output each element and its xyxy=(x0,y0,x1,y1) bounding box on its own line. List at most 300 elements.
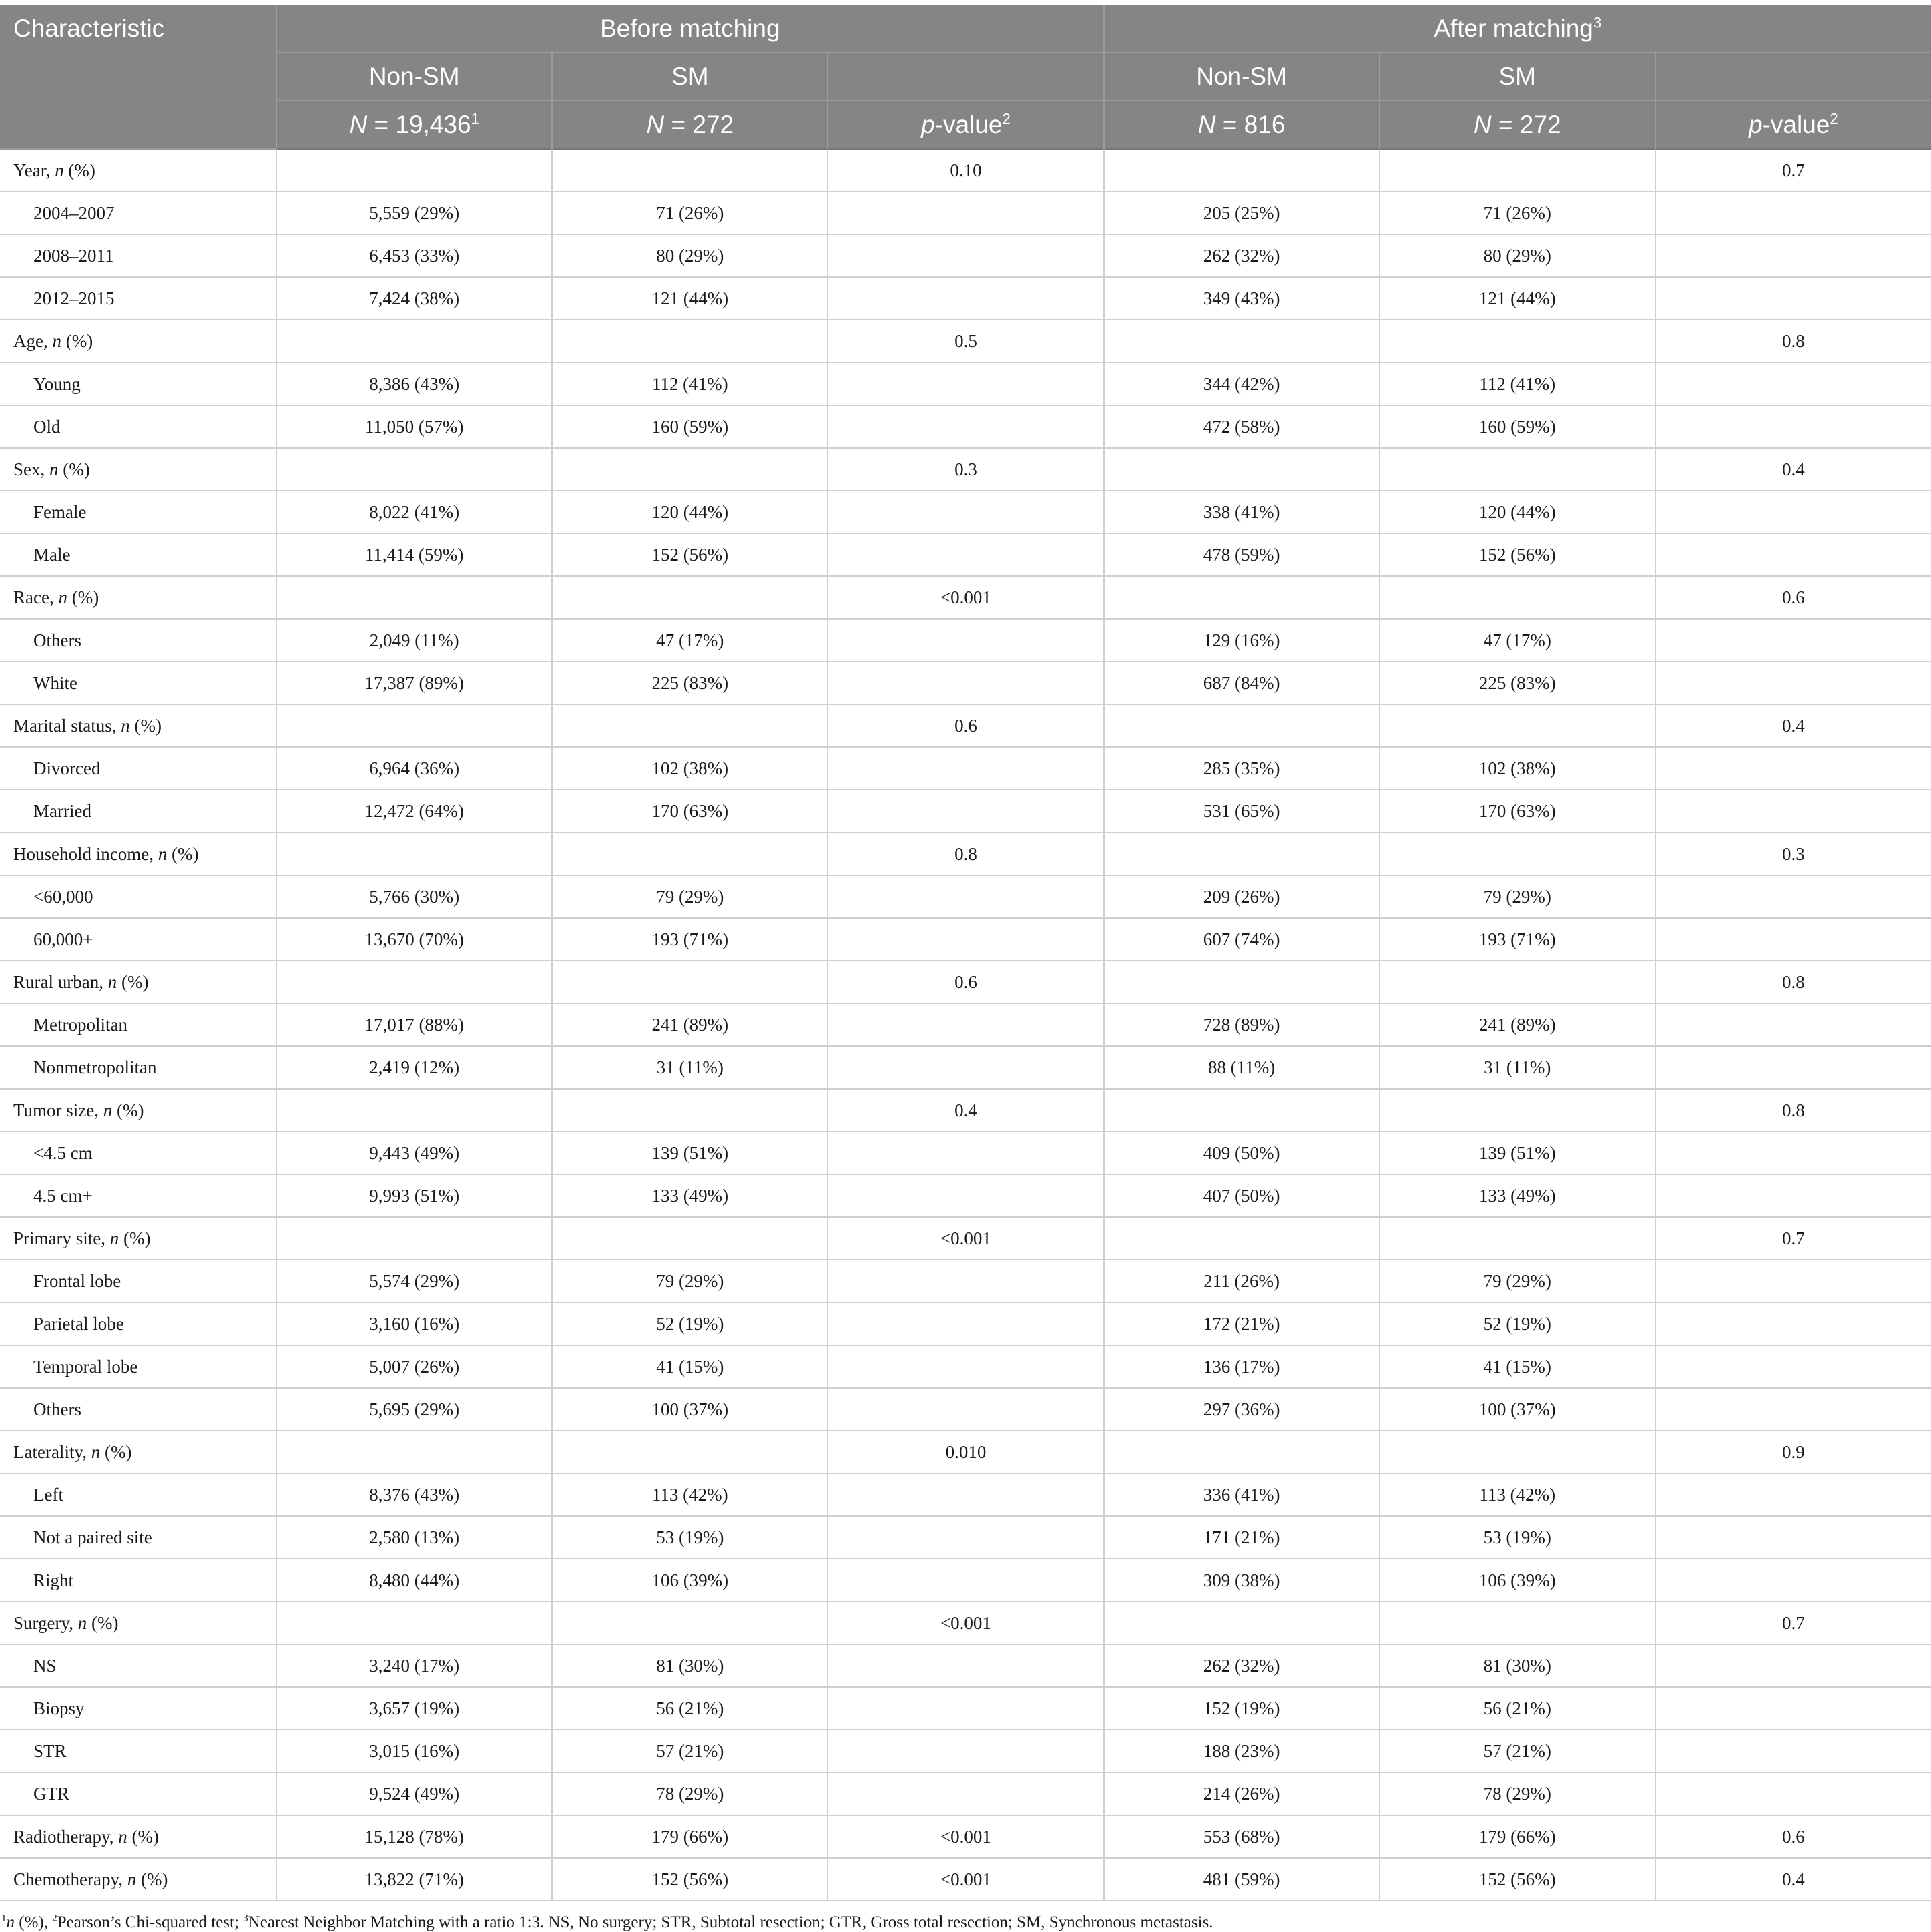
cell-after-non-sm xyxy=(1104,704,1380,747)
cell-after-sm: 78 (29%) xyxy=(1380,1772,1655,1815)
cell-before-p-value: <0.001 xyxy=(828,1602,1103,1644)
cell-before-p-value xyxy=(828,1388,1103,1431)
row-sublabel: Divorced xyxy=(0,747,276,790)
cell-after-sm: 47 (17%) xyxy=(1380,619,1655,662)
cell-after-p-value: 0.7 xyxy=(1655,149,1931,192)
cell-before-p-value xyxy=(828,1345,1103,1388)
cell-before-p-value xyxy=(828,1473,1103,1516)
cell-before-non-sm: 2,049 (11%) xyxy=(276,619,552,662)
cell-before-non-sm: 17,017 (88%) xyxy=(276,1003,552,1046)
cell-after-p-value xyxy=(1655,1046,1931,1089)
cell-after-p-value: 0.9 xyxy=(1655,1431,1931,1473)
cell-after-p-value xyxy=(1655,192,1931,234)
cell-before-p-value xyxy=(828,1516,1103,1559)
cell-after-p-value: 0.7 xyxy=(1655,1602,1931,1644)
cell-after-p-value xyxy=(1655,405,1931,448)
cell-after-sm: 170 (63%) xyxy=(1380,790,1655,832)
cell-before-sm xyxy=(552,1602,828,1644)
cell-before-sm: 31 (11%) xyxy=(552,1046,828,1089)
cell-before-p-value xyxy=(828,1132,1103,1174)
cell-after-p-value: 0.8 xyxy=(1655,961,1931,1003)
table-header xyxy=(0,5,1931,149)
table-row xyxy=(0,1815,1931,1858)
cell-after-non-sm: 188 (23%) xyxy=(1104,1730,1380,1772)
cell-after-sm: 71 (26%) xyxy=(1380,192,1655,234)
cell-after-p-value xyxy=(1655,1730,1931,1772)
header-after-sm: SM xyxy=(1380,53,1655,101)
table-row xyxy=(0,1089,1931,1132)
cell-after-sm xyxy=(1380,576,1655,619)
cell-after-non-sm xyxy=(1104,149,1380,192)
cell-before-sm xyxy=(552,1089,828,1132)
table-row xyxy=(0,1602,1931,1644)
cell-before-sm xyxy=(552,149,828,192)
cell-after-sm: 102 (38%) xyxy=(1380,747,1655,790)
cell-after-sm: 79 (29%) xyxy=(1380,1260,1655,1302)
cell-after-non-sm: 172 (21%) xyxy=(1104,1302,1380,1345)
cell-after-sm: 152 (56%) xyxy=(1380,1858,1655,1901)
document-page xyxy=(0,5,1931,1932)
cell-after-non-sm: 309 (38%) xyxy=(1104,1559,1380,1602)
cell-before-sm: 241 (89%) xyxy=(552,1003,828,1046)
cell-after-sm xyxy=(1380,1217,1655,1260)
cell-after-non-sm: 728 (89%) xyxy=(1104,1003,1380,1046)
cell-before-non-sm: 8,480 (44%) xyxy=(276,1559,552,1602)
cell-after-p-value xyxy=(1655,1345,1931,1388)
cell-after-p-value xyxy=(1655,363,1931,405)
cell-before-non-sm: 11,414 (59%) xyxy=(276,533,552,576)
cell-before-p-value xyxy=(828,533,1103,576)
cell-before-p-value: 0.5 xyxy=(828,320,1103,363)
cell-after-p-value xyxy=(1655,1302,1931,1345)
table-row xyxy=(0,1046,1931,1089)
cell-before-sm xyxy=(552,320,828,363)
cell-before-p-value xyxy=(828,662,1103,704)
cell-after-p-value xyxy=(1655,619,1931,662)
row-label: Household income, n (%) xyxy=(0,832,276,875)
row-label: Primary site, n (%) xyxy=(0,1217,276,1260)
cell-before-p-value xyxy=(828,277,1103,320)
cell-after-non-sm: 285 (35%) xyxy=(1104,747,1380,790)
cell-after-sm: 79 (29%) xyxy=(1380,875,1655,918)
cell-after-p-value: 0.3 xyxy=(1655,832,1931,875)
cell-after-non-sm: 136 (17%) xyxy=(1104,1345,1380,1388)
cell-before-p-value xyxy=(828,1003,1103,1046)
row-sublabel: <4.5 cm xyxy=(0,1132,276,1174)
row-sublabel: Left xyxy=(0,1473,276,1516)
table-row xyxy=(0,1174,1931,1217)
table-row xyxy=(0,918,1931,961)
cell-after-sm xyxy=(1380,832,1655,875)
cell-before-non-sm: 2,419 (12%) xyxy=(276,1046,552,1089)
cell-before-non-sm xyxy=(276,704,552,747)
cell-after-non-sm xyxy=(1104,448,1380,491)
cell-after-p-value xyxy=(1655,790,1931,832)
cell-before-p-value xyxy=(828,619,1103,662)
table-row xyxy=(0,576,1931,619)
cell-before-sm: 56 (21%) xyxy=(552,1687,828,1730)
cell-after-p-value xyxy=(1655,1473,1931,1516)
cell-after-p-value xyxy=(1655,1559,1931,1602)
footnote-marker-3: 3 xyxy=(1593,14,1602,31)
cell-after-sm: 160 (59%) xyxy=(1380,405,1655,448)
header-before-blank xyxy=(828,53,1103,101)
table-row xyxy=(0,320,1931,363)
cell-before-p-value xyxy=(828,405,1103,448)
cell-before-p-value xyxy=(828,1644,1103,1687)
row-sublabel: Others xyxy=(0,619,276,662)
table-row xyxy=(0,1559,1931,1602)
cell-after-p-value: 0.8 xyxy=(1655,1089,1931,1132)
cell-before-non-sm: 3,015 (16%) xyxy=(276,1730,552,1772)
row-sublabel: 2008–2011 xyxy=(0,234,276,277)
cell-before-non-sm: 5,766 (30%) xyxy=(276,875,552,918)
cell-before-non-sm xyxy=(276,1602,552,1644)
row-label: Radiotherapy, n (%) xyxy=(0,1815,276,1858)
cell-after-sm xyxy=(1380,1602,1655,1644)
cell-before-p-value xyxy=(828,1772,1103,1815)
table-row xyxy=(0,619,1931,662)
cell-before-p-value xyxy=(828,747,1103,790)
row-sublabel: Married xyxy=(0,790,276,832)
cell-before-sm: 53 (19%) xyxy=(552,1516,828,1559)
cell-before-sm: 113 (42%) xyxy=(552,1473,828,1516)
table-row xyxy=(0,961,1931,1003)
header-characteristic: Characteristic xyxy=(0,5,276,149)
cell-after-sm: 112 (41%) xyxy=(1380,363,1655,405)
cell-after-sm: 133 (49%) xyxy=(1380,1174,1655,1217)
row-label: Surgery, n (%) xyxy=(0,1602,276,1644)
cell-before-p-value xyxy=(828,1046,1103,1089)
cell-before-p-value xyxy=(828,363,1103,405)
cell-before-non-sm: 5,695 (29%) xyxy=(276,1388,552,1431)
cell-before-p-value xyxy=(828,491,1103,533)
cell-before-non-sm: 17,387 (89%) xyxy=(276,662,552,704)
row-label: Marital status, n (%) xyxy=(0,704,276,747)
cell-after-p-value: 0.6 xyxy=(1655,1815,1931,1858)
cell-after-non-sm xyxy=(1104,961,1380,1003)
cell-before-non-sm: 11,050 (57%) xyxy=(276,405,552,448)
cell-before-sm: 71 (26%) xyxy=(552,192,828,234)
table-row xyxy=(0,277,1931,320)
cell-before-sm: 100 (37%) xyxy=(552,1388,828,1431)
cell-before-sm: 102 (38%) xyxy=(552,747,828,790)
cell-after-sm: 152 (56%) xyxy=(1380,533,1655,576)
cell-before-non-sm xyxy=(276,149,552,192)
cell-after-p-value xyxy=(1655,1388,1931,1431)
table-row xyxy=(0,1260,1931,1302)
cell-before-p-value xyxy=(828,875,1103,918)
cell-before-p-value: <0.001 xyxy=(828,1858,1103,1901)
cell-before-sm: 121 (44%) xyxy=(552,277,828,320)
header-before-non-sm: Non-SM xyxy=(276,53,552,101)
table-row xyxy=(0,405,1931,448)
cell-before-non-sm: 9,524 (49%) xyxy=(276,1772,552,1815)
cell-before-p-value xyxy=(828,1559,1103,1602)
table-row xyxy=(0,1730,1931,1772)
row-sublabel: 2012–2015 xyxy=(0,277,276,320)
row-sublabel: <60,000 xyxy=(0,875,276,918)
cell-before-sm xyxy=(552,832,828,875)
cell-before-non-sm: 6,964 (36%) xyxy=(276,747,552,790)
table-row xyxy=(0,1473,1931,1516)
cell-after-non-sm: 214 (26%) xyxy=(1104,1772,1380,1815)
row-label: Sex, n (%) xyxy=(0,448,276,491)
table-row xyxy=(0,832,1931,875)
cell-before-non-sm xyxy=(276,320,552,363)
row-sublabel: STR xyxy=(0,1730,276,1772)
cell-before-sm: 41 (15%) xyxy=(552,1345,828,1388)
cell-after-sm xyxy=(1380,149,1655,192)
cell-before-non-sm: 13,822 (71%) xyxy=(276,1858,552,1901)
table-row xyxy=(0,747,1931,790)
cell-after-p-value xyxy=(1655,875,1931,918)
cell-before-sm: 57 (21%) xyxy=(552,1730,828,1772)
cell-before-sm: 112 (41%) xyxy=(552,363,828,405)
cell-before-sm: 81 (30%) xyxy=(552,1644,828,1687)
cell-before-non-sm: 15,128 (78%) xyxy=(276,1815,552,1858)
characteristics-table xyxy=(0,5,1931,1901)
cell-after-non-sm: 409 (50%) xyxy=(1104,1132,1380,1174)
header-before-matching: Before matching xyxy=(276,5,1103,53)
cell-after-non-sm: 205 (25%) xyxy=(1104,192,1380,234)
cell-after-p-value xyxy=(1655,747,1931,790)
table-row xyxy=(0,1388,1931,1431)
cell-before-non-sm: 9,993 (51%) xyxy=(276,1174,552,1217)
table-body xyxy=(0,149,1931,1901)
row-sublabel: Right xyxy=(0,1559,276,1602)
cell-after-sm: 193 (71%) xyxy=(1380,918,1655,961)
header-after-matching-label: After matching xyxy=(1434,15,1593,42)
cell-after-p-value xyxy=(1655,1174,1931,1217)
cell-before-sm: 152 (56%) xyxy=(552,533,828,576)
cell-before-sm: 79 (29%) xyxy=(552,875,828,918)
cell-before-p-value xyxy=(828,1260,1103,1302)
cell-before-p-value: <0.001 xyxy=(828,576,1103,619)
cell-after-sm: 41 (15%) xyxy=(1380,1345,1655,1388)
cell-before-sm: 120 (44%) xyxy=(552,491,828,533)
cell-before-non-sm: 3,240 (17%) xyxy=(276,1644,552,1687)
cell-before-sm: 52 (19%) xyxy=(552,1302,828,1345)
row-sublabel: Male xyxy=(0,533,276,576)
cell-after-p-value xyxy=(1655,1772,1931,1815)
cell-after-non-sm: 687 (84%) xyxy=(1104,662,1380,704)
table-row xyxy=(0,1687,1931,1730)
cell-before-non-sm: 8,376 (43%) xyxy=(276,1473,552,1516)
cell-before-p-value: 0.3 xyxy=(828,448,1103,491)
cell-before-sm xyxy=(552,704,828,747)
header-n-after-non-sm: N = 816 xyxy=(1104,101,1380,149)
cell-after-non-sm: 262 (32%) xyxy=(1104,1644,1380,1687)
cell-after-non-sm: 336 (41%) xyxy=(1104,1473,1380,1516)
cell-before-sm: 47 (17%) xyxy=(552,619,828,662)
table-row xyxy=(0,704,1931,747)
cell-before-non-sm: 3,160 (16%) xyxy=(276,1302,552,1345)
table-row xyxy=(0,790,1931,832)
cell-after-sm: 100 (37%) xyxy=(1380,1388,1655,1431)
cell-after-sm: 120 (44%) xyxy=(1380,491,1655,533)
cell-before-sm: 193 (71%) xyxy=(552,918,828,961)
row-sublabel: Nonmetropolitan xyxy=(0,1046,276,1089)
table-row xyxy=(0,875,1931,918)
cell-before-p-value: 0.6 xyxy=(828,961,1103,1003)
cell-before-non-sm: 9,443 (49%) xyxy=(276,1132,552,1174)
header-n-before-non-sm: $N = 19,436^1$ xyxy=(276,101,552,149)
header-n-before-sm: N = 272 xyxy=(552,101,828,149)
table-row xyxy=(0,1772,1931,1815)
cell-after-sm xyxy=(1380,448,1655,491)
row-label: Chemotherapy, n (%) xyxy=(0,1858,276,1901)
cell-after-sm: 80 (29%) xyxy=(1380,234,1655,277)
cell-after-sm: 57 (21%) xyxy=(1380,1730,1655,1772)
header-p-value-before: p-value$^2$ xyxy=(828,101,1103,149)
table-row xyxy=(0,1516,1931,1559)
cell-after-sm: 139 (51%) xyxy=(1380,1132,1655,1174)
cell-before-p-value: 0.10 xyxy=(828,149,1103,192)
cell-after-non-sm xyxy=(1104,320,1380,363)
cell-after-non-sm: 211 (26%) xyxy=(1104,1260,1380,1302)
header-after-non-sm: Non-SM xyxy=(1104,53,1380,101)
cell-before-non-sm: 13,670 (70%) xyxy=(276,918,552,961)
cell-after-non-sm: 481 (59%) xyxy=(1104,1858,1380,1901)
cell-before-sm xyxy=(552,1431,828,1473)
cell-after-sm xyxy=(1380,320,1655,363)
row-sublabel: Metropolitan xyxy=(0,1003,276,1046)
cell-before-non-sm xyxy=(276,1089,552,1132)
cell-before-non-sm xyxy=(276,961,552,1003)
header-n-after-sm: N = 272 xyxy=(1380,101,1655,149)
row-sublabel: 60,000+ xyxy=(0,918,276,961)
cell-after-sm: 241 (89%) xyxy=(1380,1003,1655,1046)
cell-after-p-value: 0.4 xyxy=(1655,448,1931,491)
cell-after-non-sm: 262 (32%) xyxy=(1104,234,1380,277)
cell-before-p-value xyxy=(828,790,1103,832)
cell-after-p-value xyxy=(1655,1687,1931,1730)
table-row xyxy=(0,1644,1931,1687)
row-sublabel: NS xyxy=(0,1644,276,1687)
cell-before-p-value: 0.8 xyxy=(828,832,1103,875)
cell-after-non-sm: 531 (65%) xyxy=(1104,790,1380,832)
cell-after-non-sm xyxy=(1104,1602,1380,1644)
table-row xyxy=(0,1217,1931,1260)
cell-after-p-value xyxy=(1655,491,1931,533)
cell-after-non-sm: 338 (41%) xyxy=(1104,491,1380,533)
row-label: Year, n (%) xyxy=(0,149,276,192)
cell-after-p-value xyxy=(1655,234,1931,277)
cell-before-sm: 170 (63%) xyxy=(552,790,828,832)
cell-after-sm: 179 (66%) xyxy=(1380,1815,1655,1858)
cell-after-non-sm xyxy=(1104,576,1380,619)
row-sublabel: Temporal lobe xyxy=(0,1345,276,1388)
table-row xyxy=(0,448,1931,491)
cell-after-non-sm xyxy=(1104,1431,1380,1473)
row-sublabel: Biopsy xyxy=(0,1687,276,1730)
cell-before-p-value xyxy=(828,1174,1103,1217)
row-sublabel: White xyxy=(0,662,276,704)
table-row xyxy=(0,491,1931,533)
cell-before-sm xyxy=(552,961,828,1003)
cell-after-p-value xyxy=(1655,918,1931,961)
cell-before-non-sm: 5,007 (26%) xyxy=(276,1345,552,1388)
cell-before-sm: 79 (29%) xyxy=(552,1260,828,1302)
row-sublabel: Frontal lobe xyxy=(0,1260,276,1302)
cell-after-non-sm xyxy=(1104,1089,1380,1132)
row-sublabel: Female xyxy=(0,491,276,533)
row-sublabel: 2004–2007 xyxy=(0,192,276,234)
header-after-blank xyxy=(1655,53,1931,101)
cell-after-non-sm: 407 (50%) xyxy=(1104,1174,1380,1217)
cell-after-non-sm: 88 (11%) xyxy=(1104,1046,1380,1089)
cell-after-sm: 113 (42%) xyxy=(1380,1473,1655,1516)
cell-before-sm: 80 (29%) xyxy=(552,234,828,277)
table-row xyxy=(0,1858,1931,1901)
cell-before-p-value xyxy=(828,1730,1103,1772)
cell-before-p-value xyxy=(828,1687,1103,1730)
cell-after-sm: 106 (39%) xyxy=(1380,1559,1655,1602)
cell-after-p-value: 0.6 xyxy=(1655,576,1931,619)
cell-before-non-sm xyxy=(276,1431,552,1473)
cell-after-sm xyxy=(1380,961,1655,1003)
cell-after-p-value xyxy=(1655,533,1931,576)
cell-after-non-sm: 209 (26%) xyxy=(1104,875,1380,918)
cell-before-p-value: <0.001 xyxy=(828,1815,1103,1858)
row-sublabel: Old xyxy=(0,405,276,448)
cell-after-p-value: 0.8 xyxy=(1655,320,1931,363)
cell-before-p-value xyxy=(828,192,1103,234)
table-row xyxy=(0,192,1931,234)
cell-after-non-sm: 152 (19%) xyxy=(1104,1687,1380,1730)
row-label: Tumor size, n (%) xyxy=(0,1089,276,1132)
cell-after-p-value xyxy=(1655,1516,1931,1559)
cell-before-sm: 106 (39%) xyxy=(552,1559,828,1602)
cell-after-sm xyxy=(1380,1431,1655,1473)
cell-before-non-sm: 3,657 (19%) xyxy=(276,1687,552,1730)
cell-before-non-sm: 8,022 (41%) xyxy=(276,491,552,533)
cell-after-p-value: 0.4 xyxy=(1655,1858,1931,1901)
cell-after-non-sm xyxy=(1104,1217,1380,1260)
cell-before-non-sm: 6,453 (33%) xyxy=(276,234,552,277)
cell-after-sm xyxy=(1380,704,1655,747)
cell-before-p-value xyxy=(828,1302,1103,1345)
cell-after-sm: 31 (11%) xyxy=(1380,1046,1655,1089)
cell-after-non-sm: 478 (59%) xyxy=(1104,533,1380,576)
cell-before-sm: 139 (51%) xyxy=(552,1132,828,1174)
cell-after-non-sm: 171 (21%) xyxy=(1104,1516,1380,1559)
cell-before-sm xyxy=(552,448,828,491)
row-sublabel: Others xyxy=(0,1388,276,1431)
cell-after-sm xyxy=(1380,1089,1655,1132)
cell-after-non-sm xyxy=(1104,832,1380,875)
table-row xyxy=(0,1431,1931,1473)
cell-after-sm: 56 (21%) xyxy=(1380,1687,1655,1730)
cell-before-non-sm xyxy=(276,448,552,491)
cell-before-p-value xyxy=(828,234,1103,277)
cell-before-sm: 152 (56%) xyxy=(552,1858,828,1901)
cell-after-non-sm: 297 (36%) xyxy=(1104,1388,1380,1431)
cell-before-non-sm: 5,559 (29%) xyxy=(276,192,552,234)
cell-before-non-sm xyxy=(276,1217,552,1260)
cell-after-non-sm: 553 (68%) xyxy=(1104,1815,1380,1858)
cell-before-non-sm xyxy=(276,576,552,619)
row-sublabel: GTR xyxy=(0,1772,276,1815)
row-sublabel: Parietal lobe xyxy=(0,1302,276,1345)
cell-after-p-value: 0.4 xyxy=(1655,704,1931,747)
cell-after-p-value xyxy=(1655,1132,1931,1174)
cell-after-non-sm: 129 (16%) xyxy=(1104,619,1380,662)
cell-before-non-sm: 8,386 (43%) xyxy=(276,363,552,405)
cell-before-non-sm: 2,580 (13%) xyxy=(276,1516,552,1559)
row-sublabel: Young xyxy=(0,363,276,405)
